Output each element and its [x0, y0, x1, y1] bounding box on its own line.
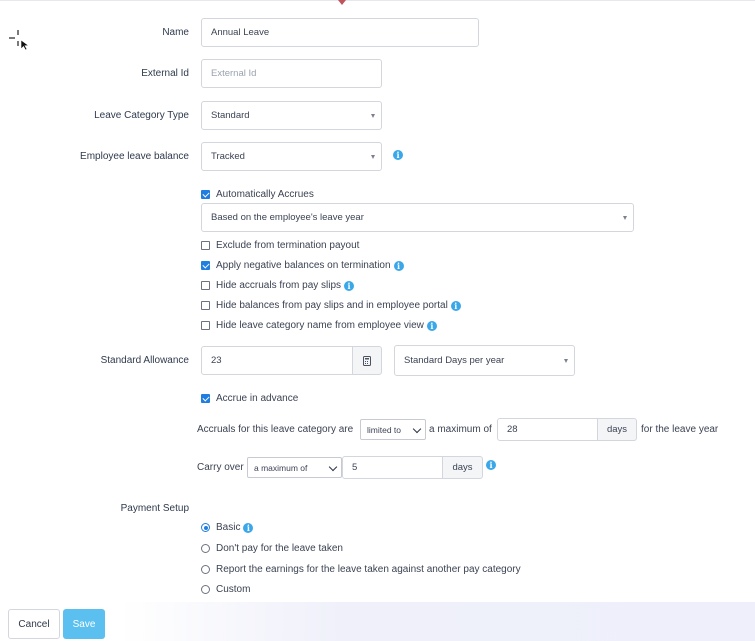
info-icon[interactable]: i: [243, 523, 253, 533]
carry-over-days-addon: days: [442, 456, 483, 479]
apply-negative-checkbox[interactable]: [201, 261, 210, 270]
carry-over-select-value: a maximum of: [254, 462, 308, 473]
payment-option-label: Report the earnings for the leave taken against another pay category: [216, 564, 521, 575]
top-divider: [0, 0, 755, 1]
payment-option-basic[interactable]: [201, 522, 253, 533]
name-label: Name: [162, 27, 189, 38]
hide-category-name-row[interactable]: [201, 320, 437, 331]
hide-balances-label: Hide balances from pay slips and in employee portal: [216, 300, 448, 311]
accruals-days-addon: days: [597, 418, 637, 441]
leave-category-type-value: Standard: [211, 110, 250, 121]
payment-option-label: Don't pay for the leave taken: [216, 543, 343, 554]
accruals-text-middle: a maximum of: [429, 424, 492, 435]
top-caret-icon: [338, 0, 346, 5]
radio-dont-pay[interactable]: [201, 544, 210, 553]
info-icon[interactable]: i: [393, 150, 403, 160]
allowance-unit-select[interactable]: [394, 345, 575, 376]
accruals-limit-select[interactable]: [360, 419, 426, 440]
accruals-limit-value: limited to: [367, 424, 402, 435]
hide-accruals-checkbox[interactable]: [201, 281, 210, 290]
hide-accruals-row[interactable]: [201, 280, 354, 291]
radio-custom[interactable]: [201, 585, 210, 594]
exclude-termination-checkbox[interactable]: [201, 241, 210, 250]
save-button[interactable]: Save: [63, 609, 105, 639]
footer-shadow: [120, 602, 755, 641]
accrual-basis-value: Based on the employee's leave year: [211, 212, 364, 223]
external-id-placeholder: External Id: [211, 68, 257, 79]
name-input[interactable]: [201, 18, 479, 47]
caret-down-icon: [564, 359, 568, 363]
external-id-input[interactable]: [201, 59, 382, 88]
info-icon[interactable]: i: [486, 460, 496, 470]
standard-allowance-label: Standard Allowance: [100, 355, 189, 366]
accrue-in-advance-row[interactable]: [201, 393, 298, 404]
apply-negative-label: Apply negative balances on termination: [216, 260, 391, 271]
radio-basic[interactable]: [201, 523, 210, 532]
info-icon[interactable]: i: [344, 281, 354, 291]
hide-category-name-checkbox[interactable]: [201, 321, 210, 330]
automatically-accrues-label: Automatically Accrues: [216, 189, 314, 200]
chevron-down-icon: [329, 462, 337, 470]
accruals-text-before: Accruals for this leave category are: [197, 424, 354, 435]
caret-down-icon: [371, 114, 375, 118]
payment-option-label: Custom: [216, 584, 251, 595]
automatically-accrues-checkbox[interactable]: [201, 190, 210, 199]
leave-category-type-label: Leave Category Type: [94, 110, 189, 121]
caret-down-icon: [371, 155, 375, 159]
payment-option-dont-pay[interactable]: [201, 543, 343, 554]
accruals-max-input[interactable]: [497, 418, 598, 441]
payment-option-label: Basic: [216, 522, 241, 533]
employee-leave-balance-value: Tracked: [211, 151, 245, 162]
hide-balances-checkbox[interactable]: [201, 301, 210, 310]
calculator-icon: [363, 356, 371, 366]
accruals-text-after: for the leave year: [641, 424, 719, 435]
employee-leave-balance-label: Employee leave balance: [80, 151, 189, 162]
hide-balances-row[interactable]: [201, 300, 461, 311]
chevron-down-icon: [413, 424, 421, 432]
payment-option-custom[interactable]: [201, 584, 250, 595]
info-icon[interactable]: i: [427, 321, 437, 331]
exclude-termination-row[interactable]: [201, 240, 359, 251]
radio-report-earnings[interactable]: [201, 565, 210, 574]
payment-setup-label: Payment Setup: [120, 503, 189, 514]
accruals-max-value: 28: [507, 424, 518, 435]
carry-over-select[interactable]: [247, 457, 342, 478]
accrual-basis-select[interactable]: [201, 203, 634, 232]
external-id-label: External Id: [141, 68, 189, 79]
automatically-accrues-checkbox-row[interactable]: [201, 189, 314, 200]
name-input-value: Annual Leave: [211, 27, 270, 38]
carry-over-value: 5: [352, 462, 358, 473]
caret-down-icon: [623, 216, 627, 220]
exclude-termination-label: Exclude from termination payout: [216, 240, 360, 251]
calculator-button[interactable]: [352, 346, 382, 375]
info-icon[interactable]: i: [451, 301, 461, 311]
cancel-button[interactable]: Cancel: [8, 609, 60, 639]
accrue-in-advance-checkbox[interactable]: [201, 394, 210, 403]
leave-category-type-select[interactable]: [201, 101, 382, 130]
accrue-in-advance-label: Accrue in advance: [216, 393, 299, 404]
apply-negative-row[interactable]: [201, 260, 404, 271]
carry-over-text: Carry over: [197, 462, 244, 473]
employee-leave-balance-select[interactable]: [201, 142, 382, 171]
hide-accruals-label: Hide accruals from pay slips: [216, 280, 342, 291]
standard-allowance-input[interactable]: [201, 346, 353, 375]
payment-option-report-earnings[interactable]: [201, 564, 521, 575]
info-icon[interactable]: i: [394, 261, 404, 271]
hide-category-name-label: Hide leave category name from employee view: [216, 320, 424, 331]
carry-over-input[interactable]: [342, 456, 443, 479]
crosshair-cursor-icon: [9, 30, 31, 50]
allowance-unit-value: Standard Days per year: [404, 355, 505, 366]
standard-allowance-value: 23: [211, 355, 222, 366]
